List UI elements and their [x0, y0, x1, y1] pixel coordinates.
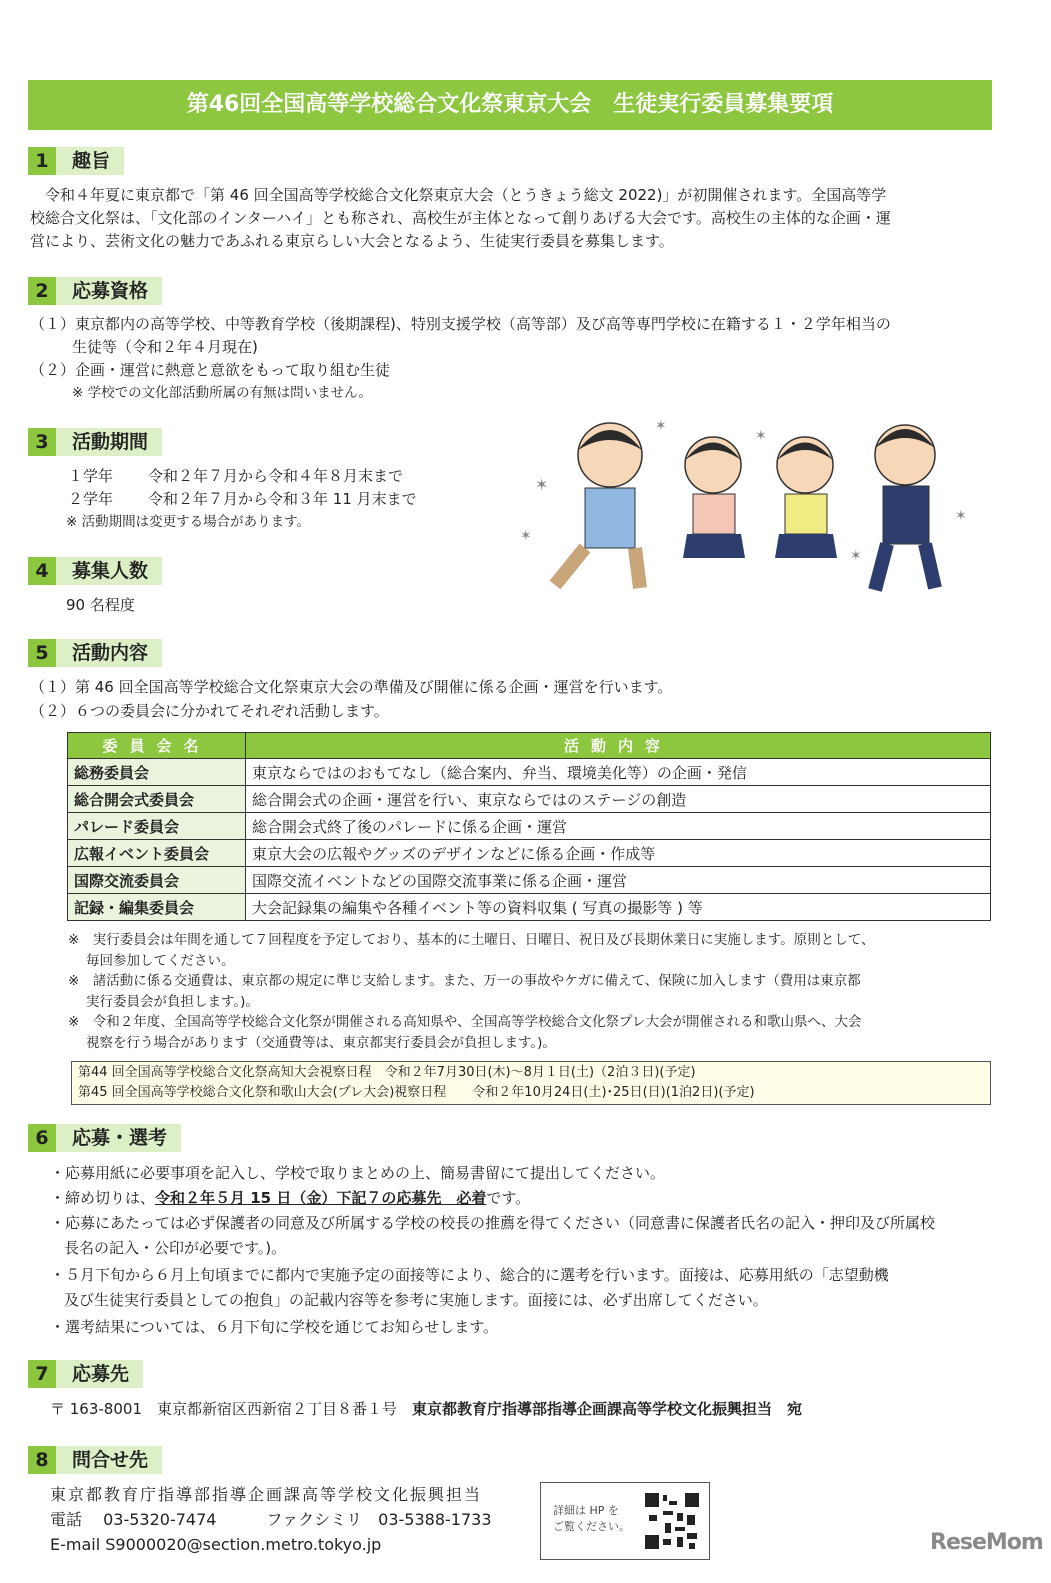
section-label: 活動内容	[56, 639, 162, 667]
section-header-period	[28, 428, 162, 456]
period-grade: ２学年	[68, 490, 114, 508]
application-bullet: ・応募用紙に必要事項を記入し、学校で取りまとめの上、簡易書留にて提出してください。	[50, 1164, 666, 1182]
address-line	[50, 1398, 802, 1421]
note-line: ※ 諸活動に係る交通費は、東京都の規定に準じ支給します。また、万一の事故やケガに備えて、保険に加入します（費用は東京都	[68, 973, 861, 989]
column-header: 委員会名	[68, 733, 246, 759]
committee-activity: 国際交流イベントなどの国際交流事業に係る企画・運営	[246, 867, 991, 894]
recruit-count: 90 名程度	[66, 596, 135, 614]
contact-org: 東京都教育庁指導部指導企画課高等学校文化振興担当	[50, 1485, 483, 1504]
section-label: 問合せ先	[56, 1446, 162, 1474]
eligibility-item: （１）東京都内の高等学校、中等教育学校（後期課程)、特別支援学校（高等部）及び高等専門学校に在籍する１・２学年相当の	[30, 315, 891, 333]
svg-text:✶: ✶	[850, 548, 862, 564]
section-number: 3	[28, 428, 56, 456]
section-number: 6	[28, 1124, 56, 1152]
section-header-activity	[28, 639, 162, 667]
period-range: 令和２年７月から令和３年 11 月末まで	[148, 490, 417, 508]
section-number: 7	[28, 1360, 56, 1388]
schedule-line: 第44 回全国高等学校総合文化祭高知大会視察日程 令和２年7月30日(木)～8月１日(土)（2泊３日)(予定)	[78, 1065, 696, 1080]
resemom-watermark: ReseMom	[930, 1530, 1043, 1555]
section-number: 2	[28, 277, 56, 305]
committee-name: 国際交流委員会	[68, 867, 246, 894]
section-label: 応募先	[56, 1360, 143, 1388]
table-header-row	[68, 733, 991, 759]
table-row	[68, 813, 991, 840]
committee-name: 総務委員会	[68, 759, 246, 786]
period-grade: １学年	[68, 467, 114, 485]
note-line: ※ 実行委員会は年間を通して７回程度を予定しており、基本的に土曜日、日曜日、祝日及び長期休業日に実施します。原則として、	[68, 932, 875, 948]
qr-box	[540, 1482, 710, 1560]
email-label: E-mail	[50, 1535, 101, 1554]
committee-name: パレード委員会	[68, 813, 246, 840]
svg-text:✶: ✶	[520, 528, 532, 544]
section-header-count	[28, 557, 162, 585]
table-row	[68, 786, 991, 813]
application-bullet: ・選考結果については、６月下旬に学校を通じてお知らせします。	[50, 1318, 499, 1336]
application-bullet: ・５月下旬から６月上旬頃までに都内で実施予定の面接等により、総合的に選考を行います。面接は、応募用紙の「志望動機	[50, 1266, 889, 1284]
qr-caption-line: ご覧ください。	[553, 1520, 630, 1533]
svg-text:✶: ✶	[655, 418, 667, 434]
svg-text:✶: ✶	[955, 508, 967, 524]
tel-number: 03-5320-7474	[103, 1510, 217, 1529]
deadline-text: 令和２年５月 15 日（金）下記７の応募先 必着	[155, 1189, 487, 1207]
note-line: 実行委員会が負担します。)。	[86, 994, 259, 1010]
section-label: 活動期間	[56, 428, 162, 456]
section-label: 応募・選考	[56, 1124, 181, 1152]
eligibility-item: 生徒等（令和２年４月現在)	[72, 338, 258, 356]
application-bullet	[50, 1187, 530, 1210]
committee-name: 広報イベント委員会	[68, 840, 246, 867]
table-row	[68, 894, 991, 921]
period-range: 令和２年７月から令和４年８月末まで	[148, 467, 404, 485]
section-header-purpose	[28, 147, 124, 175]
purpose-line: 営により、芸術文化の魅力であふれる東京らしい大会となるよう、生徒実行委員を募集します。	[30, 232, 674, 250]
section-header-address	[28, 1360, 143, 1388]
qr-caption-line: 詳細は HP を	[553, 1504, 619, 1517]
qr-caption	[553, 1503, 630, 1535]
section-header-application	[28, 1124, 181, 1152]
table-row	[68, 867, 991, 894]
fax-label: ファクシミリ	[266, 1510, 363, 1529]
section-number: 8	[28, 1446, 56, 1474]
inspection-schedule-box	[71, 1061, 991, 1105]
committee-name: 総合開会式委員会	[68, 786, 246, 813]
fax-number: 03-5388-1733	[378, 1510, 492, 1529]
recipient: 東京都教育庁指導部指導企画課高等学校文化振興担当 宛	[412, 1400, 803, 1418]
section-number: 5	[28, 639, 56, 667]
section-label: 趣旨	[56, 147, 124, 175]
section-number: 4	[28, 557, 56, 585]
committee-activity: 東京大会の広報やグッズのデザインなどに係る企画・作成等	[246, 840, 991, 867]
bullet-text: ・締め切りは、	[50, 1189, 156, 1207]
svg-text:✶: ✶	[535, 475, 549, 494]
section-number: 1	[28, 147, 56, 175]
committee-activity: 東京ならではのおもてなし（総合案内、弁当、環境美化等）の企画・発信	[246, 759, 991, 786]
email-link[interactable]: S9000020@section.metro.tokyo.jp	[105, 1535, 382, 1554]
application-bullet: 及び生徒実行委員としての抱負」の記載内容等を参考に実施します。面接には、必ず出席してください。	[64, 1291, 768, 1309]
period-note: ※ 活動期間は変更する場合があります。	[66, 514, 311, 530]
activity-item: （２）６つの委員会に分かれてそれぞれ活動します。	[30, 702, 389, 720]
table-row	[68, 759, 991, 786]
committee-activity: 大会記録集の編集や各種イベント等の資料収集 ( 写真の撮影等 ) 等	[246, 894, 991, 921]
note-line: 視察を行う場合があります（交通費等は、東京都実行委員会が負担します。)。	[86, 1035, 556, 1051]
table-row	[68, 840, 991, 867]
postal-address: 〒 163-8001 東京都新宿区西新宿２丁目８番１号	[50, 1400, 397, 1418]
note-line: ※ 令和２年度、全国高等学校総合文化祭が開催される高知県や、全国高等学校総合文化祭プレ大会が開催される和歌山県へ、大会	[68, 1014, 862, 1030]
section-header-eligibility	[28, 277, 162, 305]
section-label: 募集人数	[56, 557, 162, 585]
students-illustration	[515, 410, 985, 600]
purpose-line: 令和４年夏に東京都で「第 46 回全国高等学校総合文化祭東京大会（とうきょう総文 2022)」が初開催されます。全国高等学	[30, 186, 887, 204]
committee-name: 記録・編集委員会	[68, 894, 246, 921]
committee-activity: 総合開会式終了後のパレードに係る企画・運営	[246, 813, 991, 840]
svg-text:✶: ✶	[755, 428, 767, 444]
contact-email	[50, 1533, 381, 1556]
activity-item: （１）第 46 回全国高等学校総合文化祭東京大会の準備及び開催に係る企画・運営を行います。	[30, 678, 673, 696]
tel-label: 電話	[50, 1510, 83, 1529]
committee-table	[67, 732, 991, 921]
section-label: 応募資格	[56, 277, 162, 305]
qr-code-icon[interactable]	[645, 1493, 699, 1549]
schedule-line: 第45 回全国高等学校総合文化祭和歌山大会(プレ大会)視察日程 令和２年10月24日(土)･25日(日)(1泊2日)(予定)	[78, 1085, 755, 1100]
document-title: 第46回全国高等学校総合文化祭東京大会 生徒実行委員募集要項	[28, 80, 992, 130]
note-line: 毎回参加してください。	[86, 953, 235, 969]
purpose-line: 校総合文化祭は、「文化部のインターハイ」とも称され、高校生が主体となって創りあげる大会です。高校生の主体的な企画・運	[30, 209, 891, 227]
application-bullet: 長名の記入・公印が必要です。)。	[64, 1239, 287, 1257]
section-header-contact	[28, 1446, 162, 1474]
contact-phone	[50, 1508, 492, 1531]
eligibility-note: ※ 学校での文化部活動所属の有無は問いません。	[72, 385, 372, 401]
application-bullet: ・応募にあたっては必ず保護者の同意及び所属する学校の校長の推薦を得てください（同意書に保護者氏名の記入・押印及び所属校	[50, 1214, 936, 1232]
column-header: 活動内容	[246, 733, 991, 759]
committee-activity: 総合開会式の企画・運営を行い、東京ならではのステージの創造	[246, 786, 991, 813]
bullet-text: です。	[486, 1189, 531, 1207]
eligibility-item: （２）企画・運営に熱意と意欲をもって取り組む生徒	[30, 361, 391, 379]
